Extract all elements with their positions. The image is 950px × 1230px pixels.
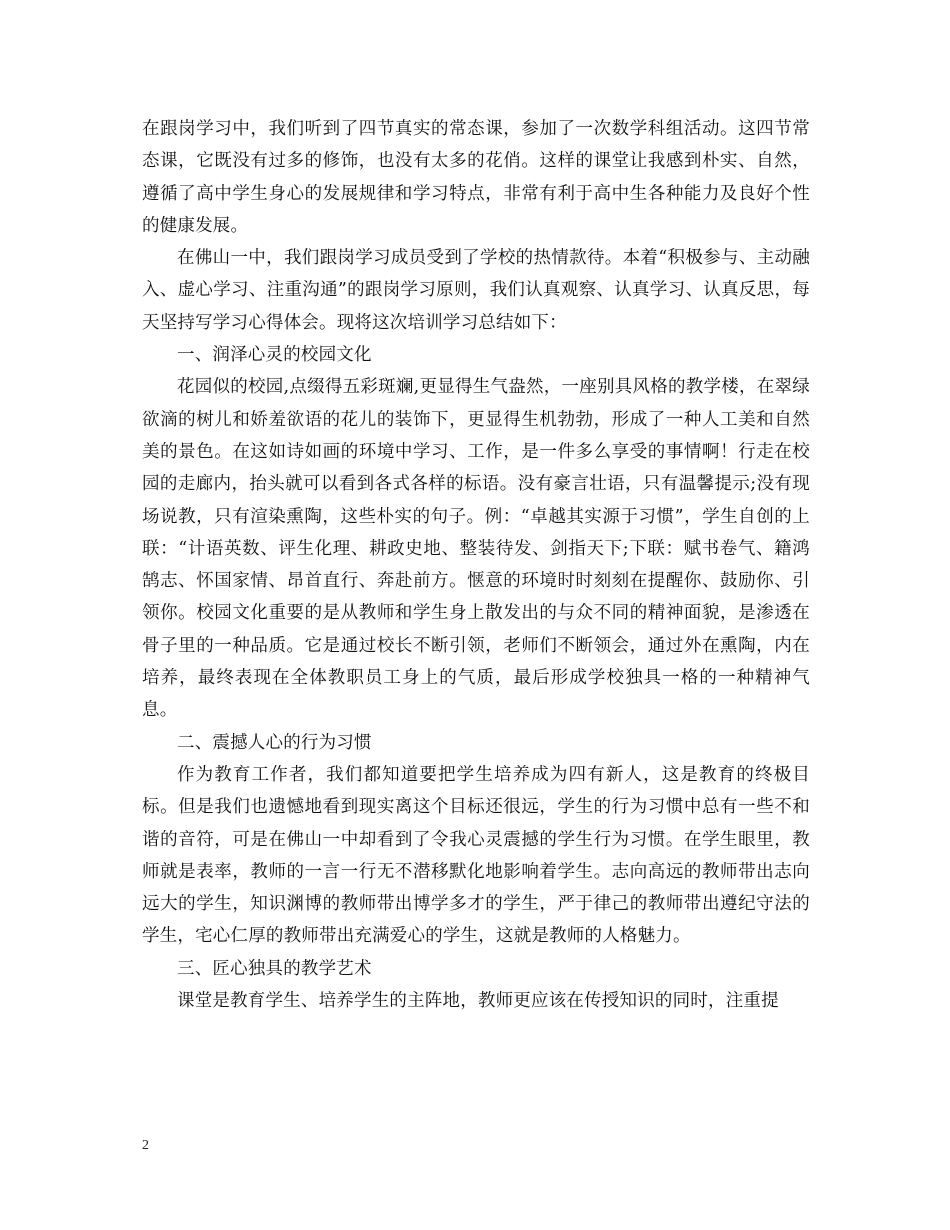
paragraph-5: 课堂是教育学生、培养学生的主阵地，教师更应该在传授知识的同时，注重提: [177, 991, 779, 1012]
document-body: [142, 113, 810, 1017]
page-number: 2: [142, 1138, 149, 1153]
paragraph-3: 花园似的校园,点缀得五彩斑斓,更显得生气盎然，一座别具风格的教学楼，在翠绿欲滴的树儿和娇羞欲语的花儿的装饰下，更显得生机勃勃，形成了一种人工美和自然美的景色。在这如诗如画的环境中学习、工作，是一件多么享受的事情啊！行走在校园的走廊内，抬头就可以看到各式各样的标语。没有豪言壮语，只有温馨提示;没有现场说教，只有渲染熏陶，这些朴实的句子。例：“卓越其实源于习惯”，学生自创的上联：“计语英数、评生化理、耕政史地、整装待发、剑指天下;下联：赋书卷气、籍鸿鹄志、怀国家情、昂首直行、奔赴前方。惬意的环境时时刻刻在提醒你、鼓励你、引领你。校园文化重要的是从教师和学生身上散发出的与众不同的精神面貌，是渗透在骨子里的一种品质。它是通过校长不断引领，老师们不断领会，通过外在熏陶，内在培养，最终表现在全体教职员工身上的气质，最后形成学校独具一格的一种精神气息。: [142, 377, 810, 721]
paragraph-1: 在跟岗学习中，我们听到了四节真实的常态课，参加了一次数学科组活动。这四节常态课，它既没有过多的修饰，也没有太多的花俏。这样的课堂让我感到朴实、自然，遵循了高中学生身心的发展规律和学习特点，非常有利于高中生各种能力及良好个性的健康发展。: [142, 119, 810, 236]
paragraph-2: 在佛山一中，我们跟岗学习成员受到了学校的热情款待。本着“积极参与、主动融入、虚心学习、注重沟通”的跟岗学习原则，我们认真观察、认真学习、认真反思，每天坚持写学习心得体会。现将这次培训学习总结如下：: [142, 248, 810, 333]
section-heading-1: 一、润泽心灵的校园文化: [177, 345, 372, 366]
section-heading-2: 二、震撼人心的行为习惯: [177, 732, 372, 753]
section-heading-3: 三、匠心独具的教学艺术: [177, 958, 372, 979]
paragraph-4: 作为教育工作者，我们都知道要把学生培养成为四有新人，这是教育的终极目标。但是我们也遗憾地看到现实离这个目标还很远，学生的行为习惯中总有一些不和谐的音符，可是在佛山一中却看到了令我心灵震撼的学生行为习惯。在学生眼里，教师就是表率，教师的一言一行无不潜移默化地影响着学生。志向高远的教师带出志向远大的学生，知识渊博的教师带出博学多才的学生，严于律己的教师带出遵纪守法的学生，宅心仁厚的教师带出充满爱心的学生，这就是教师的人格魅力。: [142, 764, 810, 947]
